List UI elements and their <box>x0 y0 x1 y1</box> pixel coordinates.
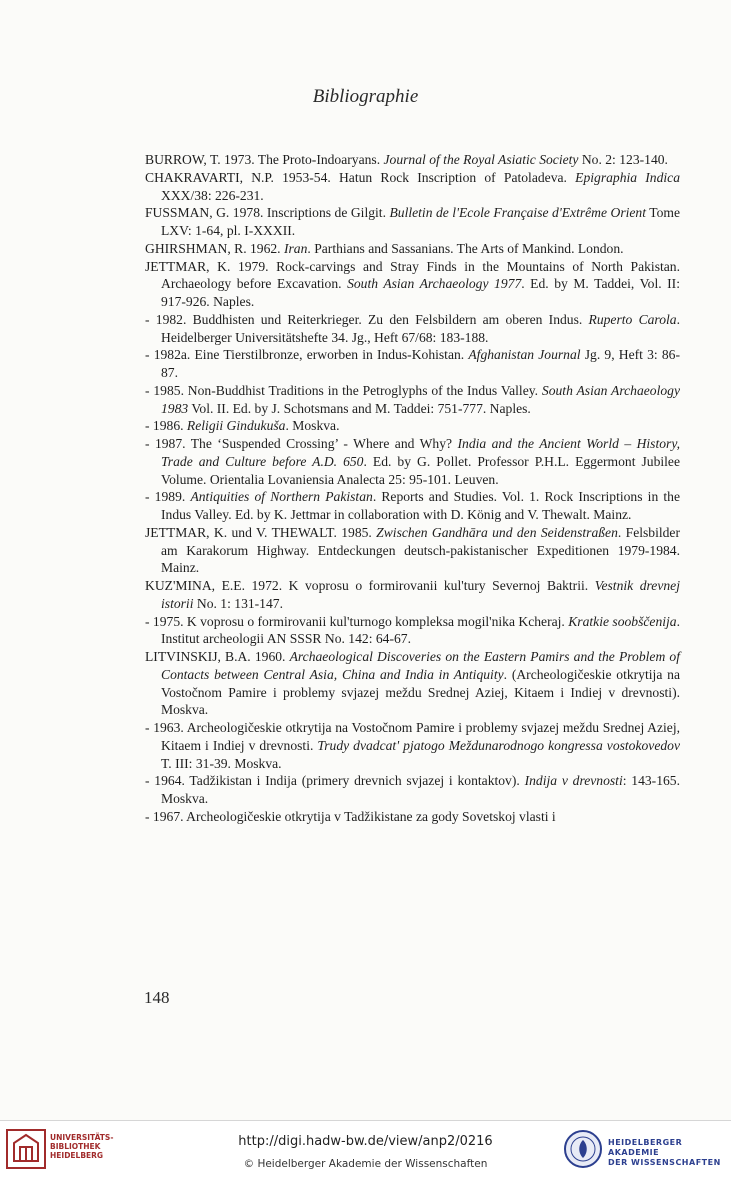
entry-text: . Ed. by M. Taddei, Vol. II: 917-926. Naples. <box>161 276 680 309</box>
bibliography-entry <box>145 311 680 347</box>
entry-text: - 1964. Tadžikistan i Indija (primery drevnich svjazej i kontaktov). <box>145 773 525 789</box>
entry-text: Vol. II. Ed. by J. Schotsmans and M. Taddei: 751-777. Naples. <box>188 400 531 416</box>
bibliography-entry <box>145 524 680 577</box>
bibliography-entry <box>145 488 680 524</box>
entry-title-italic: South Asian Archaeology 1977 <box>347 276 522 292</box>
entry-text: . Moskva. <box>285 418 340 434</box>
entry-text: - 1982. Buddhisten und Reiterkrieger. Zu den Felsbildern am oberen Indus. <box>145 311 589 327</box>
bibliography-entry <box>145 772 680 808</box>
entry-text: . Heidelberger Universitätshefte 34. Jg., Heft 67/68: 183-188. <box>161 311 680 345</box>
entry-text: Tome LXV: 1-64, pl. I-XXXII. <box>161 205 680 238</box>
entry-text: . Institut archeologii AN SSSR No. 142: 64-67. <box>161 613 681 647</box>
entry-text: - 1967. Archeologičeskie otkrytija v Tadžikistane za gody Sovetskoj vlasti i <box>145 808 556 824</box>
entry-title-italic: Antiquities of Northern Pakistan <box>190 489 373 505</box>
entry-title-italic: Kratkie soobščenija <box>568 613 677 629</box>
entry-title-italic: Vestnik drevnej istorii <box>161 578 680 611</box>
entry-text: BURROW, T. 1973. The Proto-Indoaryans. <box>145 152 384 167</box>
entry-text: - 1987. The ‘Suspended Crossing’ - Where and Why? <box>145 436 458 451</box>
bibliography-entry <box>145 613 680 649</box>
entry-title-italic: Bulletin de l'Ecole Française d'Extrême Orient <box>389 205 646 221</box>
entry-text: LITVINSKIJ, B.A. 1960. <box>145 649 290 664</box>
entry-text: - 1982a. Eine Tierstilbronze, erworben in Indus-Kohistan. <box>145 347 469 363</box>
entry-title-italic: India and the Ancient World – History, Trade and Culture before A.D. 650 <box>161 436 680 469</box>
bibliography-entry <box>145 435 680 488</box>
entry-text: KUZ'MINA, E.E. 1972. K voprosu o formirovanii kul'tury Severnoj Baktrii. <box>145 578 595 593</box>
entry-text: . Parthians and Sassanians. The Arts of Mankind. London. <box>307 240 624 256</box>
entry-title-italic: Iran <box>283 240 308 256</box>
bibliography-entry <box>145 258 680 311</box>
academy-name: HEIDELBERGER AKADEMIE DER WISSENSCHAFTEN <box>608 1138 721 1167</box>
bibliography-entry <box>145 648 680 719</box>
permalink-url[interactable]: http://digi.hadw-bw.de/view/anp2/0216 <box>238 1134 493 1149</box>
entry-text: . (Archeologičeskie otkrytija na Vostočnom Pamire i problemy svjazej meždu Srednej Aziej, Kitaem i Indiej v drevnosti). Moskva. <box>161 666 680 718</box>
copyright-notice: © Heidelberger Akademie der Wissenschaften <box>243 1158 488 1170</box>
entry-text: - 1975. K voprosu o formirovanii kul'turnogo kompleksa mogil'nika Kcheraj. <box>145 613 569 629</box>
bibliography-entry <box>145 808 680 826</box>
viewer-footer <box>0 1120 731 1178</box>
bibliography-entry <box>145 240 680 258</box>
entry-title-italic: South Asian Archaeology 1983 <box>161 382 680 416</box>
bibliography-entry <box>145 204 680 240</box>
page-number: 148 <box>144 988 170 1007</box>
entry-text: No. 1: 131-147. <box>193 595 283 611</box>
academy-seal-icon <box>563 1129 603 1169</box>
entry-text: JETTMAR, K. und V. THEWALT. 1985. <box>145 524 377 540</box>
entry-text: No. 2: 123-140. <box>578 152 668 167</box>
bibliography-list <box>145 151 680 826</box>
entry-text: GHIRSHMAN, R. 1962. <box>145 240 284 256</box>
entry-title-italic: Archaeological Discoveries on the Eastern Pamirs and the Problem of Contacts between Central Asia, China and India in Antiquity <box>161 649 680 682</box>
entry-text: JETTMAR, K. 1979. Rock-carvings and Stray Finds in the Mountains of North Pakistan. Archaeology before Excavation. <box>145 258 680 292</box>
entry-text: XXX/38: 226-231. <box>161 187 264 203</box>
entry-text: CHAKRAVARTI, N.P. 1953-54. Hatun Rock Inscription of Patoladeva. <box>145 169 576 185</box>
bibliography-entry <box>145 169 680 205</box>
entry-text: - 1985. Non-Buddhist Traditions in the Petroglyphs of the Indus Valley. <box>145 382 542 398</box>
entry-title-italic: Zwischen Gandhāra und den Seidenstraßen <box>376 524 618 540</box>
bibliography-entry <box>145 346 680 382</box>
bibliography-entry <box>145 382 680 418</box>
entry-text: . Felsbilder am Karakorum Highway. Entdeckungen deutsch-pakistanischer Expeditionen 1979-1984. Mainz. <box>161 524 680 576</box>
entry-title-italic: Trudy dvadcat' pjatogo Meždunarodnogo kongressa vostokovedov <box>317 737 680 753</box>
entry-title-italic: Religii Gindukuša <box>186 418 286 434</box>
entry-text: T. III: 31-39. Moskva. <box>161 755 282 771</box>
entry-text: FUSSMAN, G. 1978. Inscriptions de Gilgit. <box>145 205 390 221</box>
university-library-name: UNIVERSITÄTS- BIBLIOTHEK HEIDELBERG <box>50 1133 114 1160</box>
bibliography-entry <box>145 577 680 613</box>
running-title: Bibliographie <box>312 86 419 107</box>
entry-title-italic: Ruperto Carola <box>588 311 677 327</box>
bibliography-entry <box>145 151 680 169</box>
entry-title-italic: Indija v drevnosti <box>524 773 623 789</box>
entry-text: Jg. 9, Heft 3: 86-87. <box>161 347 680 380</box>
entry-text: - 1989. <box>145 489 191 505</box>
bibliography-entry <box>145 719 680 772</box>
entry-text: - 1986. <box>145 418 187 434</box>
entry-title-italic: Afghanistan Journal <box>468 347 581 363</box>
bibliography-entry <box>145 417 680 435</box>
entry-title-italic: Epigraphia Indica <box>575 169 680 185</box>
entry-title-italic: Journal of the Royal Asiatic Society <box>383 152 579 167</box>
entry-text: - 1963. Archeologičeskie otkrytija na Vostočnom Pamire i problemy svjazej meždu Srednej Aziej, Kitaem i Indiej v drevnosti. <box>145 720 680 753</box>
entry-text: . Reports and Studies. Vol. 1. Rock Inscriptions in the Indus Valley. Ed. by K. Jettmar in collaboration with D. König and V. Thewalt. Mainz. <box>161 489 680 522</box>
entry-text: : 143-165. Moskva. <box>161 773 680 806</box>
entry-text: . Ed. by G. Pollet. Professor P.H.L. Eggermont Jubilee Volume. Orientalia Lovaniensia Analecta 25: 95-101. Leuven. <box>161 453 680 487</box>
